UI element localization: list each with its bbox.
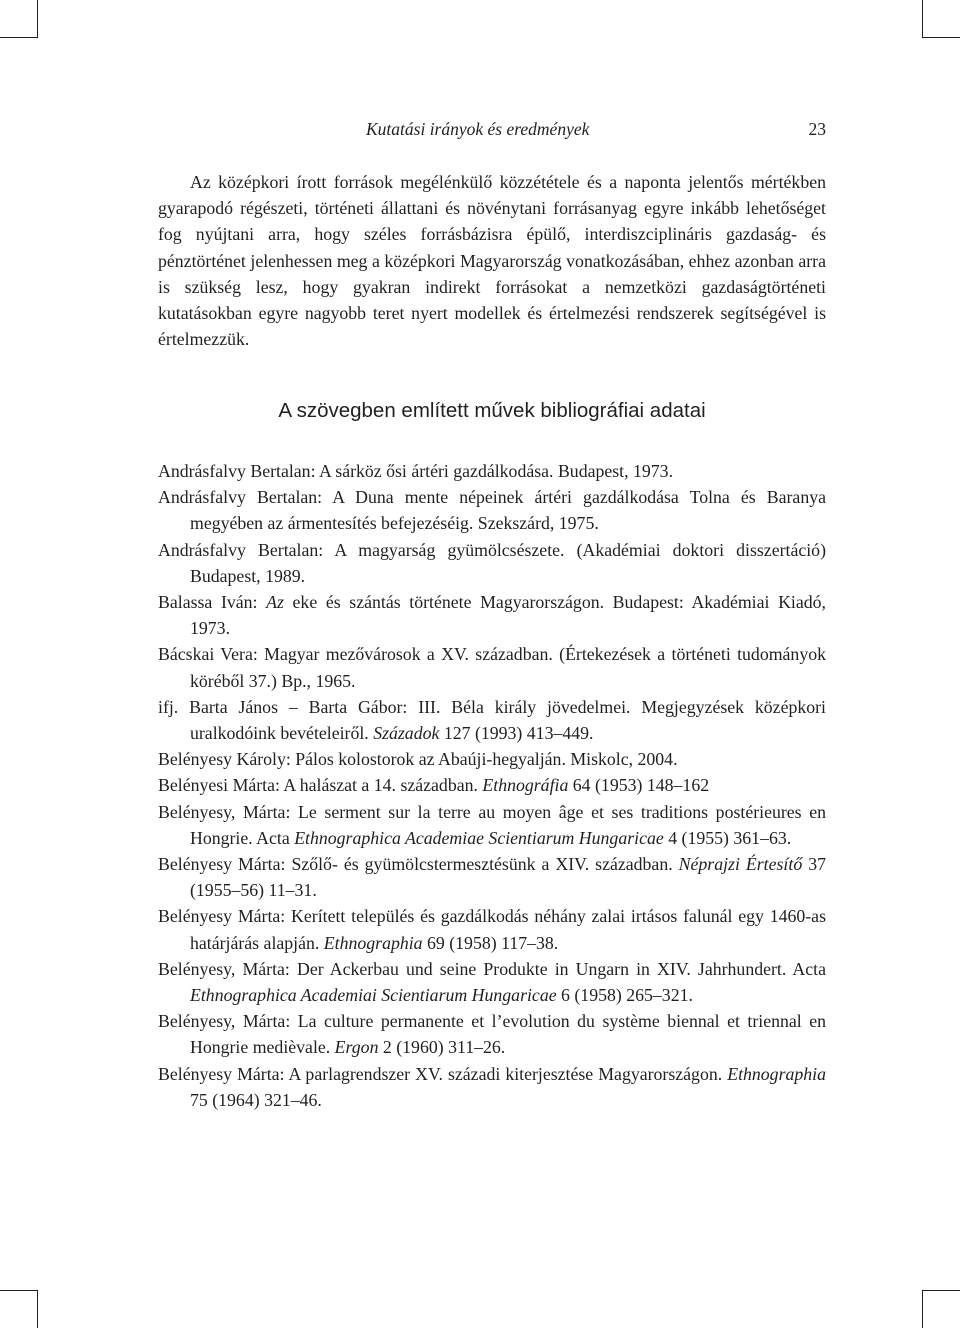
bibliography-entry: [158, 772, 826, 798]
bibliography-entry-text: 127 (1993) 413–449.: [439, 723, 594, 744]
crop-mark-top-left: [37, 0, 38, 38]
bibliography-entry: [158, 1008, 826, 1060]
bibliography-entry: [158, 694, 826, 746]
bibliography-entry: [158, 1061, 826, 1113]
bibliography-entry-text: Andrásfalvy Bertalan: A Duna mente népeinek ártéri gazdálkodása Tolna és Baranya megyében az ármentesítés befejezéséig. Szekszárd, 1975.: [158, 487, 826, 534]
bibliography-entry-text: Belényesy, Márta: Le serment sur la terre au moyen âge et ses traditions postérieures en Hongrie. Acta: [158, 801, 826, 848]
bibliography-entry-text: 75 (1964) 321–46.: [190, 1089, 322, 1110]
bibliography-entry: [158, 589, 826, 641]
crop-mark-bottom-right: [922, 1290, 923, 1328]
bibliography-entry-text: 4 (1955) 361–63.: [663, 827, 792, 848]
bibliography-entry-text: Andrásfalvy Bertalan: A sárköz ősi ártéri gazdálkodása. Budapest, 1973.: [158, 461, 674, 481]
crop-mark-bottom-left: [37, 1290, 38, 1328]
bibliography-entry: [158, 851, 826, 903]
bibliography-entry-text: Balassa Iván:: [158, 592, 267, 613]
bibliography-entry: [158, 903, 826, 955]
bibliography-entry-italic-text: Ethnográfia: [482, 775, 569, 796]
bibliography-entry-text: Belényesy, Márta: Der Ackerbau und seine Produkte in Ungarn in XIV. Jahrhundert. Acta: [158, 958, 826, 979]
bibliography-entry-italic-text: Ethnographia: [323, 932, 423, 953]
body-paragraph: Az középkori írott források megélénkülő közzététele és a naponta jelentős mértékben gyarapodó régészeti, történeti állattani és növénytani forrásanyag egyre inkább lehetőséget fog nyújtani arra, hogy széles forrásbázisra épülő, interdiszciplináris gazdaság- és pénztörténet jelenhessen meg a középkori Magyarország vonatkozásában, ehhez azonban arra is szükség lesz, hogy gyakran indirekt forrásokat a nemzetközi gazdaságtörténeti kutatásokban egyre nagyobb teret nyert modellek és értelmezési rendszerek segítségével is értelmezzük.: [158, 172, 826, 350]
bibliography-entry: [158, 746, 826, 772]
bibliography-entry-italic-text: Ergon: [334, 1037, 379, 1058]
bibliography-entry-italic-text: Az: [266, 592, 284, 613]
bibliography-entry-text: Belényesy Márta: Kerített település és gazdálkodás néhány zalai irtásos falunál egy 1460-as határjárás alapján.: [158, 906, 826, 953]
bibliography-entry-italic-text: Néprajzi Értesítő: [678, 854, 803, 875]
bibliography-entry-text: 2 (1960) 311–26.: [378, 1037, 506, 1058]
bibliography-entry-italic-text: Ethnographica Academiae Scientiarum Hungaricae: [294, 827, 664, 848]
bibliography-entry-text: ifj. Barta János – Barta Gábor: III. Béla király jövedelmei. Megjegyzések középkori uralkodóink bevételeiről.: [158, 696, 826, 744]
bibliography-entry: [158, 956, 826, 1008]
bibliography-entry-text: Andrásfalvy Bertalan: A magyarság gyümölcsészete. (Akadémiai doktori disszertáció) Budapest, 1989.: [158, 539, 826, 586]
bibliography-entry-italic-text: Ethnographica Academiai Scientiarum Hungaricae: [190, 985, 557, 1006]
bibliography-entry-italic-text: Ethnographia: [727, 1063, 826, 1084]
bibliography-entry-text: 6 (1958) 265–321.: [556, 985, 693, 1006]
bibliography-heading: A szövegben említett művek bibliográfiai adatai: [278, 399, 706, 422]
bibliography-entry: [158, 458, 826, 484]
page-number: 23: [808, 119, 826, 139]
crop-mark-top-left-h: [0, 37, 38, 38]
bibliography-entry-text: Belényesi Márta: A halászat a 14. században.: [158, 775, 483, 796]
crop-mark-bottom-left-h: [0, 1290, 38, 1291]
bibliography-entry-italic-text: Századok: [373, 723, 440, 744]
bibliography-entry-text: Belényesy, Márta: La culture permanente et l’evolution du système biennal et triennal en Hongrie medièvale.: [158, 1011, 826, 1058]
crop-mark-bottom-right-h: [922, 1290, 960, 1291]
bibliography-list: [158, 458, 826, 1113]
bibliography-entry-text: Belényesy Márta: Szőlő- és gyümölcstermesztésünk a XIV. században.: [158, 854, 679, 875]
bibliography-entry-text: 69 (1958) 117–38.: [422, 932, 559, 953]
bibliography-entry-text: eke és szántás története Magyarországon. Budapest: Akadémiai Kiadó, 1973.: [190, 592, 826, 639]
crop-mark-top-right: [922, 0, 923, 38]
bibliography-entry-text: 37 (1955–56) 11–31.: [190, 854, 826, 901]
bibliography-entry-text: Belényesy Márta: A parlagrendszer XV. századi kiterjesztése Magyarországon.: [158, 1063, 728, 1084]
bibliography-entry: [158, 641, 826, 693]
bibliography-entry: [158, 799, 826, 851]
crop-mark-top-right-h: [922, 37, 960, 38]
bibliography-entry-text: Belényesy Károly: Pálos kolostorok az Abaúji-hegyalján. Miskolc, 2004.: [158, 749, 678, 770]
running-title: Kutatási irányok és eredmények: [366, 119, 590, 139]
bibliography-entry: [158, 537, 826, 589]
bibliography-entry-text: 64 (1953) 148–162: [568, 775, 710, 796]
bibliography-entry-text: Bácskai Vera: Magyar mezővárosok a XV. században. (Értekezések a történeti tudományok köréből 37.) Bp., 1965.: [158, 644, 826, 691]
bibliography-entry: [158, 484, 826, 536]
